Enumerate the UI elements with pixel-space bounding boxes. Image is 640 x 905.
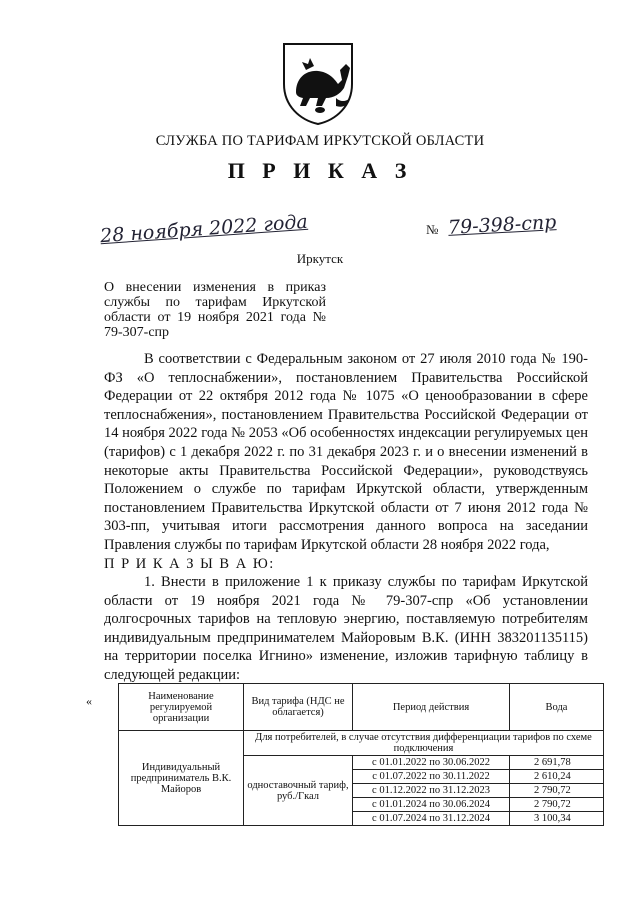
coat-of-arms-emblem — [276, 40, 360, 126]
header-value: Вода — [510, 684, 604, 731]
table-open-quote: « — [86, 694, 92, 708]
period-cell: с 01.01.2024 по 30.06.2024 — [353, 798, 510, 812]
header-org: Наименование регулируемой организации — [119, 684, 244, 731]
order-subject: О внесении изменения в приказ службы по тарифам Иркутской области от 19 ноября 2021 года № 79-307-спр — [104, 280, 326, 340]
organization-name: СЛУЖБА ПО ТАРИФАМ ИРКУТСКОЙ ОБЛАСТИ — [155, 133, 485, 149]
city-name: Иркутск — [296, 251, 344, 266]
number-label: № — [426, 222, 439, 237]
period-cell: с 01.12.2022 по 31.12.2023 — [353, 784, 510, 798]
value-cell: 3 100,34 — [510, 812, 604, 826]
handwritten-date: 28 ноября 2022 года — [99, 210, 309, 248]
period-cell: с 01.01.2022 по 30.06.2022 — [353, 756, 510, 770]
preamble-paragraph: В соответствии с Федеральным законом от 27 июля 2010 года № 190-ФЗ «О теплоснабжении», постановлением Правительства Российской Федерации от 22 октября 2012 года № 1075 «О ценообразовании в сфере теплоснабжения», постановлением Правительства Российской Федерации от 14 ноября 2022 года № 2053 «Об особенностях индексации регулируемых цен (тарифов) с 1 декабря 2022 г. по 31 декабря 2023 г. и о внесении изменений в некоторые акты Правительства Российской Федерации», руководствуясь Положением о службе по тарифам Иркутской области, утвержденным постановлением Правительства Иркутской области от 7 июня 2012 года № 303-пп, учитывая итоги рассмотрения данного вопроса на заседании Правления службы по тарифам Иркутской области 28 ноября 2022 года, — [104, 351, 588, 553]
order-item-1: 1. Внести в приложение 1 к приказу службы по тарифам Иркутской области от 19 ноября 2021 года № 79-307-спр «Об установлении долгосрочных тарифов на тепловую энергию, поставляемую потребителям индивидуальным предпринимателем Майоровым В.К. (ИНН 383201135115) на территории поселка Игнино» изменение, изложив тарифную таблицу в следующей редакции: — [104, 574, 588, 683]
period-cell: с 01.07.2022 по 30.11.2022 — [353, 770, 510, 784]
tariff-table — [118, 683, 604, 826]
header-tariff-type: Вид тарифа (НДС не облагается) — [244, 684, 353, 731]
value-cell: 2 790,72 — [510, 798, 604, 812]
handwritten-order-number: 79-398-спр — [447, 211, 557, 239]
period-cell: с 01.07.2024 по 31.12.2024 — [353, 812, 510, 826]
tariff-name-cell: одноставочный тариф, руб./Гкал — [244, 756, 353, 826]
value-cell: 2 790,72 — [510, 784, 604, 798]
document-type-title: П Р И К А З — [227, 158, 413, 183]
subheader-cell: Для потребителей, в случае отсутствия дифференциации тарифов по схеме подключения — [244, 731, 604, 756]
value-cell: 2 691,78 — [510, 756, 604, 770]
value-cell: 2 610,24 — [510, 770, 604, 784]
org-name-cell: Индивидуальный предприниматель В.К. Майоров — [119, 731, 244, 826]
table-header-row — [119, 684, 604, 731]
header-period: Период действия — [353, 684, 510, 731]
order-word: П Р И К А З Ы В А Ю: — [104, 556, 275, 572]
